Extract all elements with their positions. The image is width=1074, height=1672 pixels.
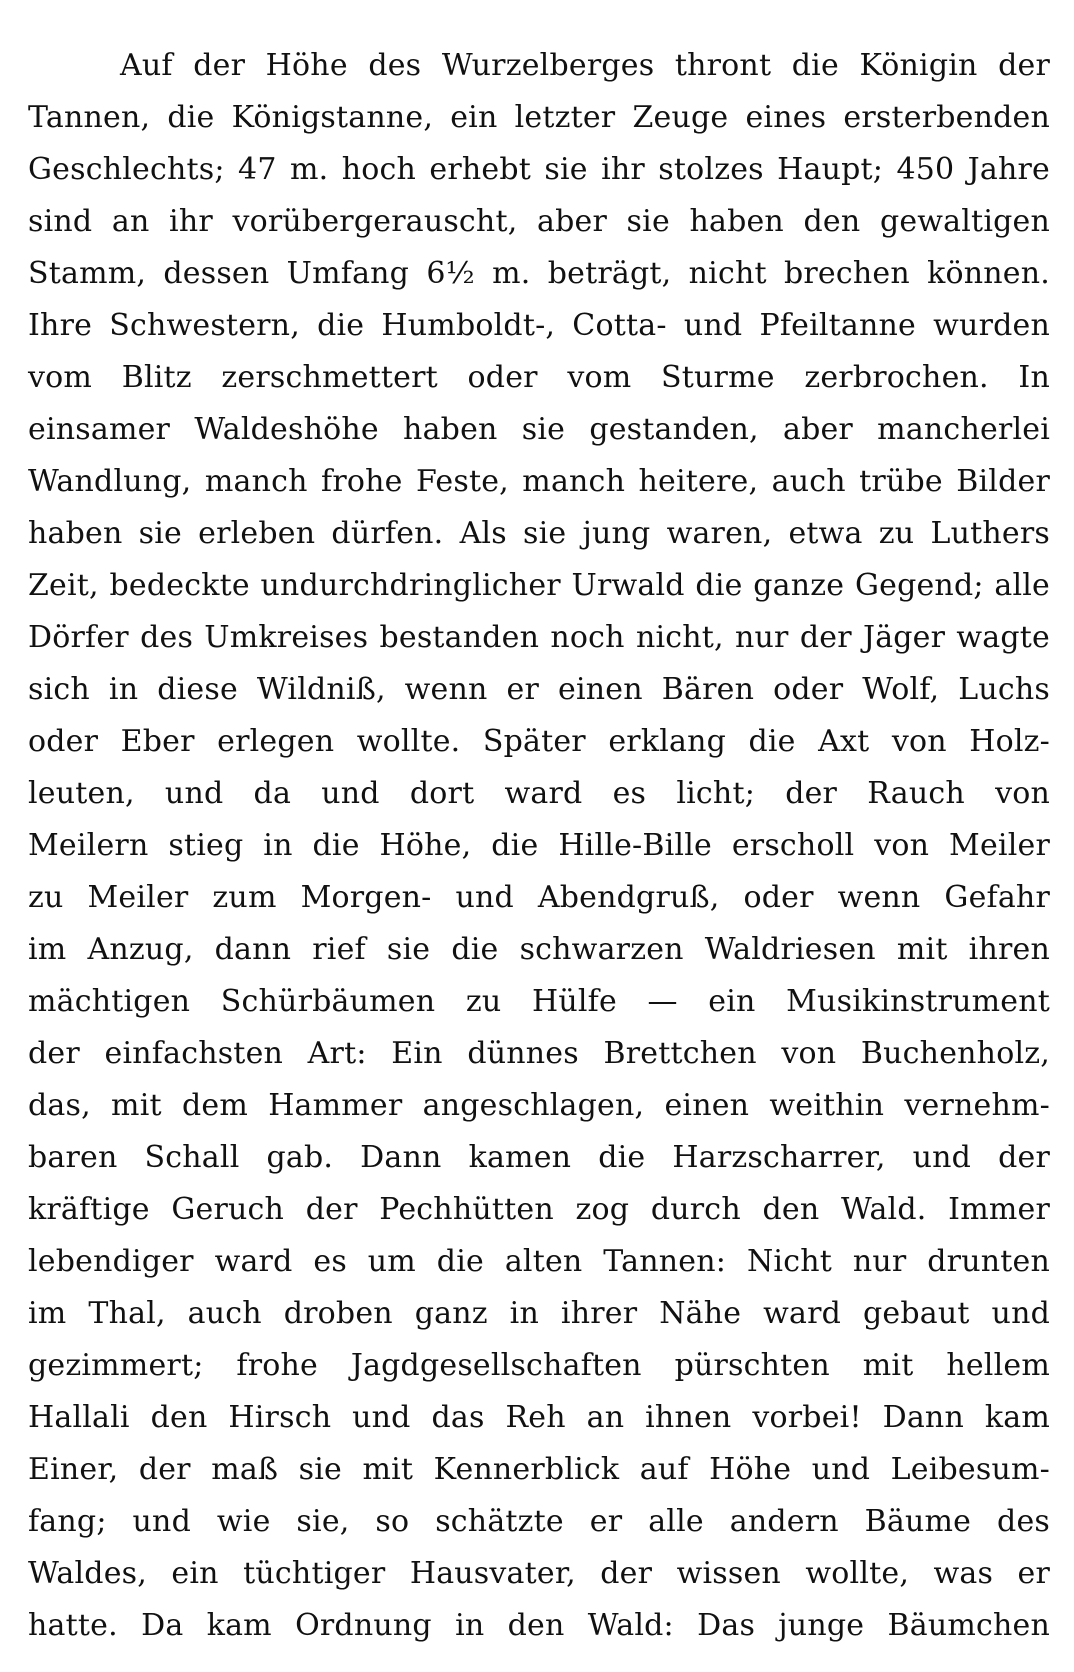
text-line: Wandlung, manch frohe Feste, manch heitere, auch trübe Bilder [28, 464, 1050, 499]
text-line: vom Blitz zerschmettert oder vom Sturme zerbrochen. In [28, 360, 1050, 395]
text-line: Zeit, bedeckte undurchdringlicher Urwald die ganze Gegend; alle [28, 568, 1050, 603]
text-line: sich in diese Wildniß, wenn er einen Bären oder Wolf, Luchs [28, 672, 1050, 707]
text-line: einsamer Waldeshöhe haben sie gestanden, aber mancherlei [28, 412, 1050, 447]
text-line: hatte. Da kam Ordnung in den Wald: Das junge Bäumchen [28, 1608, 1050, 1643]
text-line: zu Meiler zum Morgen- und Abendgruß, oder wenn Gefahr [28, 880, 1050, 915]
text-line: Meilern stieg in die Höhe, die Hille-Bille erscholl von Meiler [28, 828, 1050, 863]
text-line: im Anzug, dann rief sie die schwarzen Waldriesen mit ihren [28, 932, 1050, 967]
document-page [28, 40, 1050, 1650]
text-line: Geschlechts; 47 m. hoch erhebt sie ihr stolzes Haupt; 450 Jahre [28, 152, 1050, 187]
text-line: lebendiger ward es um die alten Tannen: Nicht nur drunten [28, 1244, 1050, 1279]
text-line: oder Eber erlegen wollte. Später erklang die Axt von Holz- [28, 724, 1050, 759]
text-line: Einer, der maß sie mit Kennerblick auf Höhe und Leibesum- [28, 1452, 1050, 1487]
text-line: sind an ihr vorübergerauscht, aber sie haben den gewaltigen [28, 204, 1050, 239]
text-line: Auf der Höhe des Wurzelberges thront die Königin der [120, 48, 1050, 83]
text-line: im Thal, auch droben ganz in ihrer Nähe ward gebaut und [28, 1296, 1050, 1331]
text-line: Dörfer des Umkreises bestanden noch nicht, nur der Jäger wagte [28, 620, 1050, 655]
text-line: Stamm, dessen Umfang 6½ m. beträgt, nicht brechen können. [28, 256, 1050, 291]
text-line: Waldes, ein tüchtiger Hausvater, der wissen wollte, was er [28, 1556, 1050, 1591]
text-line: das, mit dem Hammer angeschlagen, einen weithin vernehm- [28, 1088, 1050, 1123]
text-line: mächtigen Schürbäumen zu Hülfe — ein Musikinstrument [28, 984, 1050, 1019]
text-line: Hallali den Hirsch und das Reh an ihnen vorbei! Dann kam [28, 1400, 1050, 1435]
text-line: haben sie erleben dürfen. Als sie jung waren, etwa zu Luthers [28, 516, 1050, 551]
text-line: der einfachsten Art: Ein dünnes Brettchen von Buchenholz, [28, 1036, 1050, 1071]
text-line: fang; und wie sie, so schätzte er alle andern Bäume des [28, 1504, 1050, 1539]
text-line: kräftige Geruch der Pechhütten zog durch den Wald. Immer [28, 1192, 1050, 1227]
text-line: Ihre Schwestern, die Humboldt-, Cotta- und Pfeiltanne wurden [28, 308, 1050, 343]
text-line: Tannen, die Königstanne, ein letzter Zeuge eines ersterbenden [28, 100, 1050, 135]
text-line: baren Schall gab. Dann kamen die Harzscharrer, und der [28, 1140, 1050, 1175]
text-line: leuten, und da und dort ward es licht; der Rauch von [28, 776, 1050, 811]
text-line: gezimmert; frohe Jagdgesellschaften pürschten mit hellem [28, 1348, 1050, 1383]
